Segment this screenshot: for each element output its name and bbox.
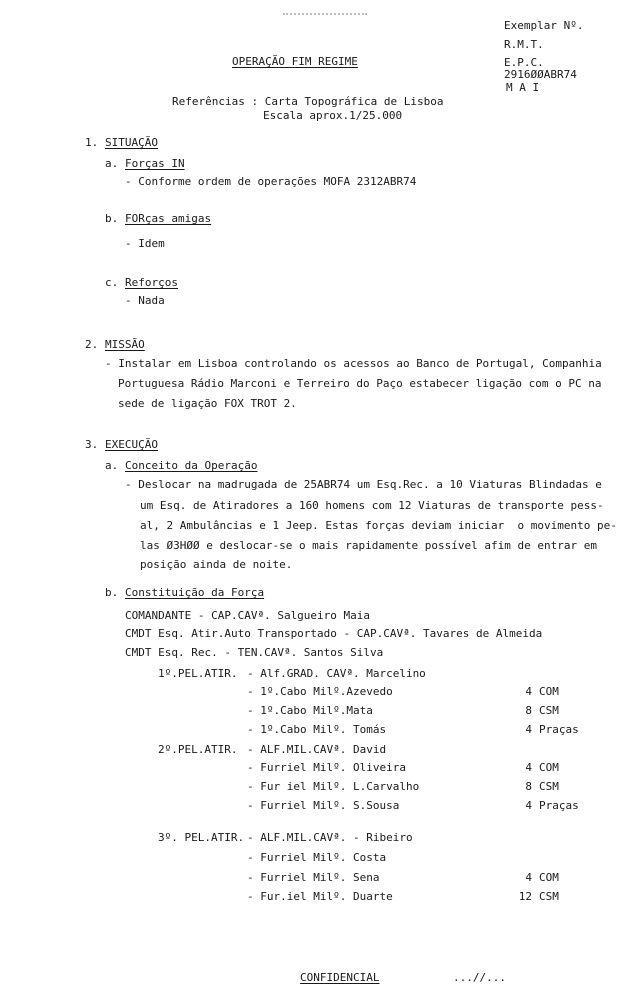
- s1a-item: - Conforme ordem de operações MOFA 2312ABR74: [125, 175, 417, 188]
- section-2-title: MISSÃO: [105, 338, 145, 351]
- concept-line-2: um Esq. de Atiradores a 160 homens com 12 Viaturas de transporte pess-: [140, 499, 604, 512]
- date-code: 2916ØØABR74: [504, 68, 577, 81]
- platoon-1-row-3-count: 8: [525, 704, 532, 717]
- cmdt-atir-line: CMDT Esq. Atir.Auto Transportado - CAP.CAVª. Tavares de Almeida: [125, 627, 543, 640]
- platoon-3-row-3-count: 4: [525, 871, 532, 884]
- exemplar-label: Exemplar Nº.: [504, 19, 584, 32]
- platoon-3-row-3-unit: COM: [539, 871, 559, 884]
- concept-line-3: al, 2 Ambulâncias e 1 Jeep. Estas forças deviam iniciar o movimento pe-: [140, 519, 617, 532]
- concept-line-5: posição ainda de noite.: [140, 558, 293, 571]
- platoon-3-row-4: - Fur.iel Milº. Duarte: [247, 890, 393, 903]
- platoon-2-row-2: - Furriel Milº. Oliveira: [247, 761, 406, 774]
- s1b-item: - Idem: [125, 237, 165, 250]
- platoon-2-row-3-unit: CSM: [539, 780, 559, 793]
- s1b-title: FORças amigas: [125, 212, 212, 225]
- classification-mark: CONFIDENCIAL: [300, 971, 380, 984]
- concept-line-4: las Ø3HØØ e deslocar-se o mais rapidamente possível afim de entrar em: [140, 539, 597, 552]
- mission-line-3: sede de ligação FOX TROT 2.: [118, 397, 297, 410]
- platoon-3-row-1: - ALF.MIL.CAVª. - Ribeiro: [247, 831, 413, 844]
- platoon-2-row-4: - Furriel Milº. S.Sousa: [247, 799, 400, 812]
- s3a-title: Conceito da Operação: [125, 459, 258, 472]
- s1c-item: - Nada: [125, 294, 165, 307]
- platoon-1-label: 1º.PEL.ATIR.: [158, 667, 238, 680]
- mission-line-2: Portuguesa Rádio Marconi e Terreiro do Paço estabecer ligação com o PC na: [118, 377, 602, 390]
- platoon-2-row-4-count: 4: [525, 799, 532, 812]
- mai-marker: M A I: [506, 81, 540, 94]
- platoon-3-row-4-unit: CSM: [539, 890, 559, 903]
- platoon-1-row-4-count: 4: [525, 723, 532, 736]
- platoon-2-label: 2º.PEL.ATIR.: [158, 743, 238, 756]
- section-3-title: EXECUÇÃO: [105, 438, 158, 451]
- cmdt-rec-line: CMDT Esq. Rec. - TEN.CAVª. Santos Silva: [125, 646, 384, 659]
- s3b-label: b.: [105, 586, 119, 599]
- platoon-1-row-4-unit: Praças: [539, 723, 579, 736]
- section-2-number: 2.: [85, 338, 99, 351]
- platoon-2-row-2-count: 4: [525, 761, 532, 774]
- page-continuation-marker: ...//...: [453, 971, 506, 984]
- platoon-1-row-2-unit: COM: [539, 685, 559, 698]
- platoon-3-row-4-count: 12: [518, 890, 532, 903]
- platoon-1-row-1: - Alf.GRAD. CAVª. Marcelino: [247, 667, 426, 680]
- references-line-2: Escala aprox.1/25.000: [263, 109, 403, 122]
- s1b-label: b.: [105, 212, 119, 225]
- top-stamp-smudge: [283, 13, 367, 19]
- s1c-label: c.: [105, 276, 119, 289]
- s1a-label: a.: [105, 157, 119, 170]
- unit-rmt: R.M.T.: [504, 38, 544, 51]
- commander-line: COMANDANTE - CAP.CAVª. Salgueiro Maia: [125, 609, 371, 622]
- mission-line-1: - Instalar em Lisboa controlando os acessos ao Banco de Portugal, Companhia: [105, 357, 602, 370]
- section-3-number: 3.: [85, 438, 99, 451]
- platoon-2-row-3: - Fur iel Milº. L.Carvalho: [247, 780, 420, 793]
- platoon-1-row-4: - 1º.Cabo Milº. Tomás: [247, 723, 387, 736]
- platoon-2-row-3-count: 8: [525, 780, 532, 793]
- s1c-title: Reforços: [125, 276, 178, 289]
- platoon-3-row-2: - Furriel Milº. Costa: [247, 851, 387, 864]
- platoon-3-label: 3º. PEL.ATIR.: [158, 831, 245, 844]
- concept-line-1: - Deslocar na madrugada de 25ABR74 um Esq.Rec. a 10 Viaturas Blindadas e: [125, 478, 602, 491]
- unit-epc: E.P.C.: [504, 56, 544, 69]
- platoon-1-row-2: - 1º.Cabo Milº.Azevedo: [247, 685, 393, 698]
- platoon-1-row-3-unit: CSM: [539, 704, 559, 717]
- platoon-2-row-2-unit: COM: [539, 761, 559, 774]
- section-1-title: SITUAÇÃO: [105, 136, 158, 149]
- references-line-1: Referências : Carta Topográfica de Lisboa: [172, 95, 444, 108]
- section-1-number: 1.: [85, 136, 99, 149]
- s1a-title: Forças IN: [125, 157, 185, 170]
- s3a-label: a.: [105, 459, 119, 472]
- platoon-1-row-2-count: 4: [525, 685, 532, 698]
- document-title: OPERAÇÃO FIM REGIME: [232, 55, 358, 68]
- platoon-2-row-4-unit: Praças: [539, 799, 579, 812]
- platoon-3-row-3: - Furriel Milº. Sena: [247, 871, 380, 884]
- s3b-title: Constituição da Força: [125, 586, 265, 599]
- platoon-2-row-1: - ALF.MIL.CAVª. David: [247, 743, 387, 756]
- platoon-1-row-3: - 1º.Cabo Milº.Mata: [247, 704, 373, 717]
